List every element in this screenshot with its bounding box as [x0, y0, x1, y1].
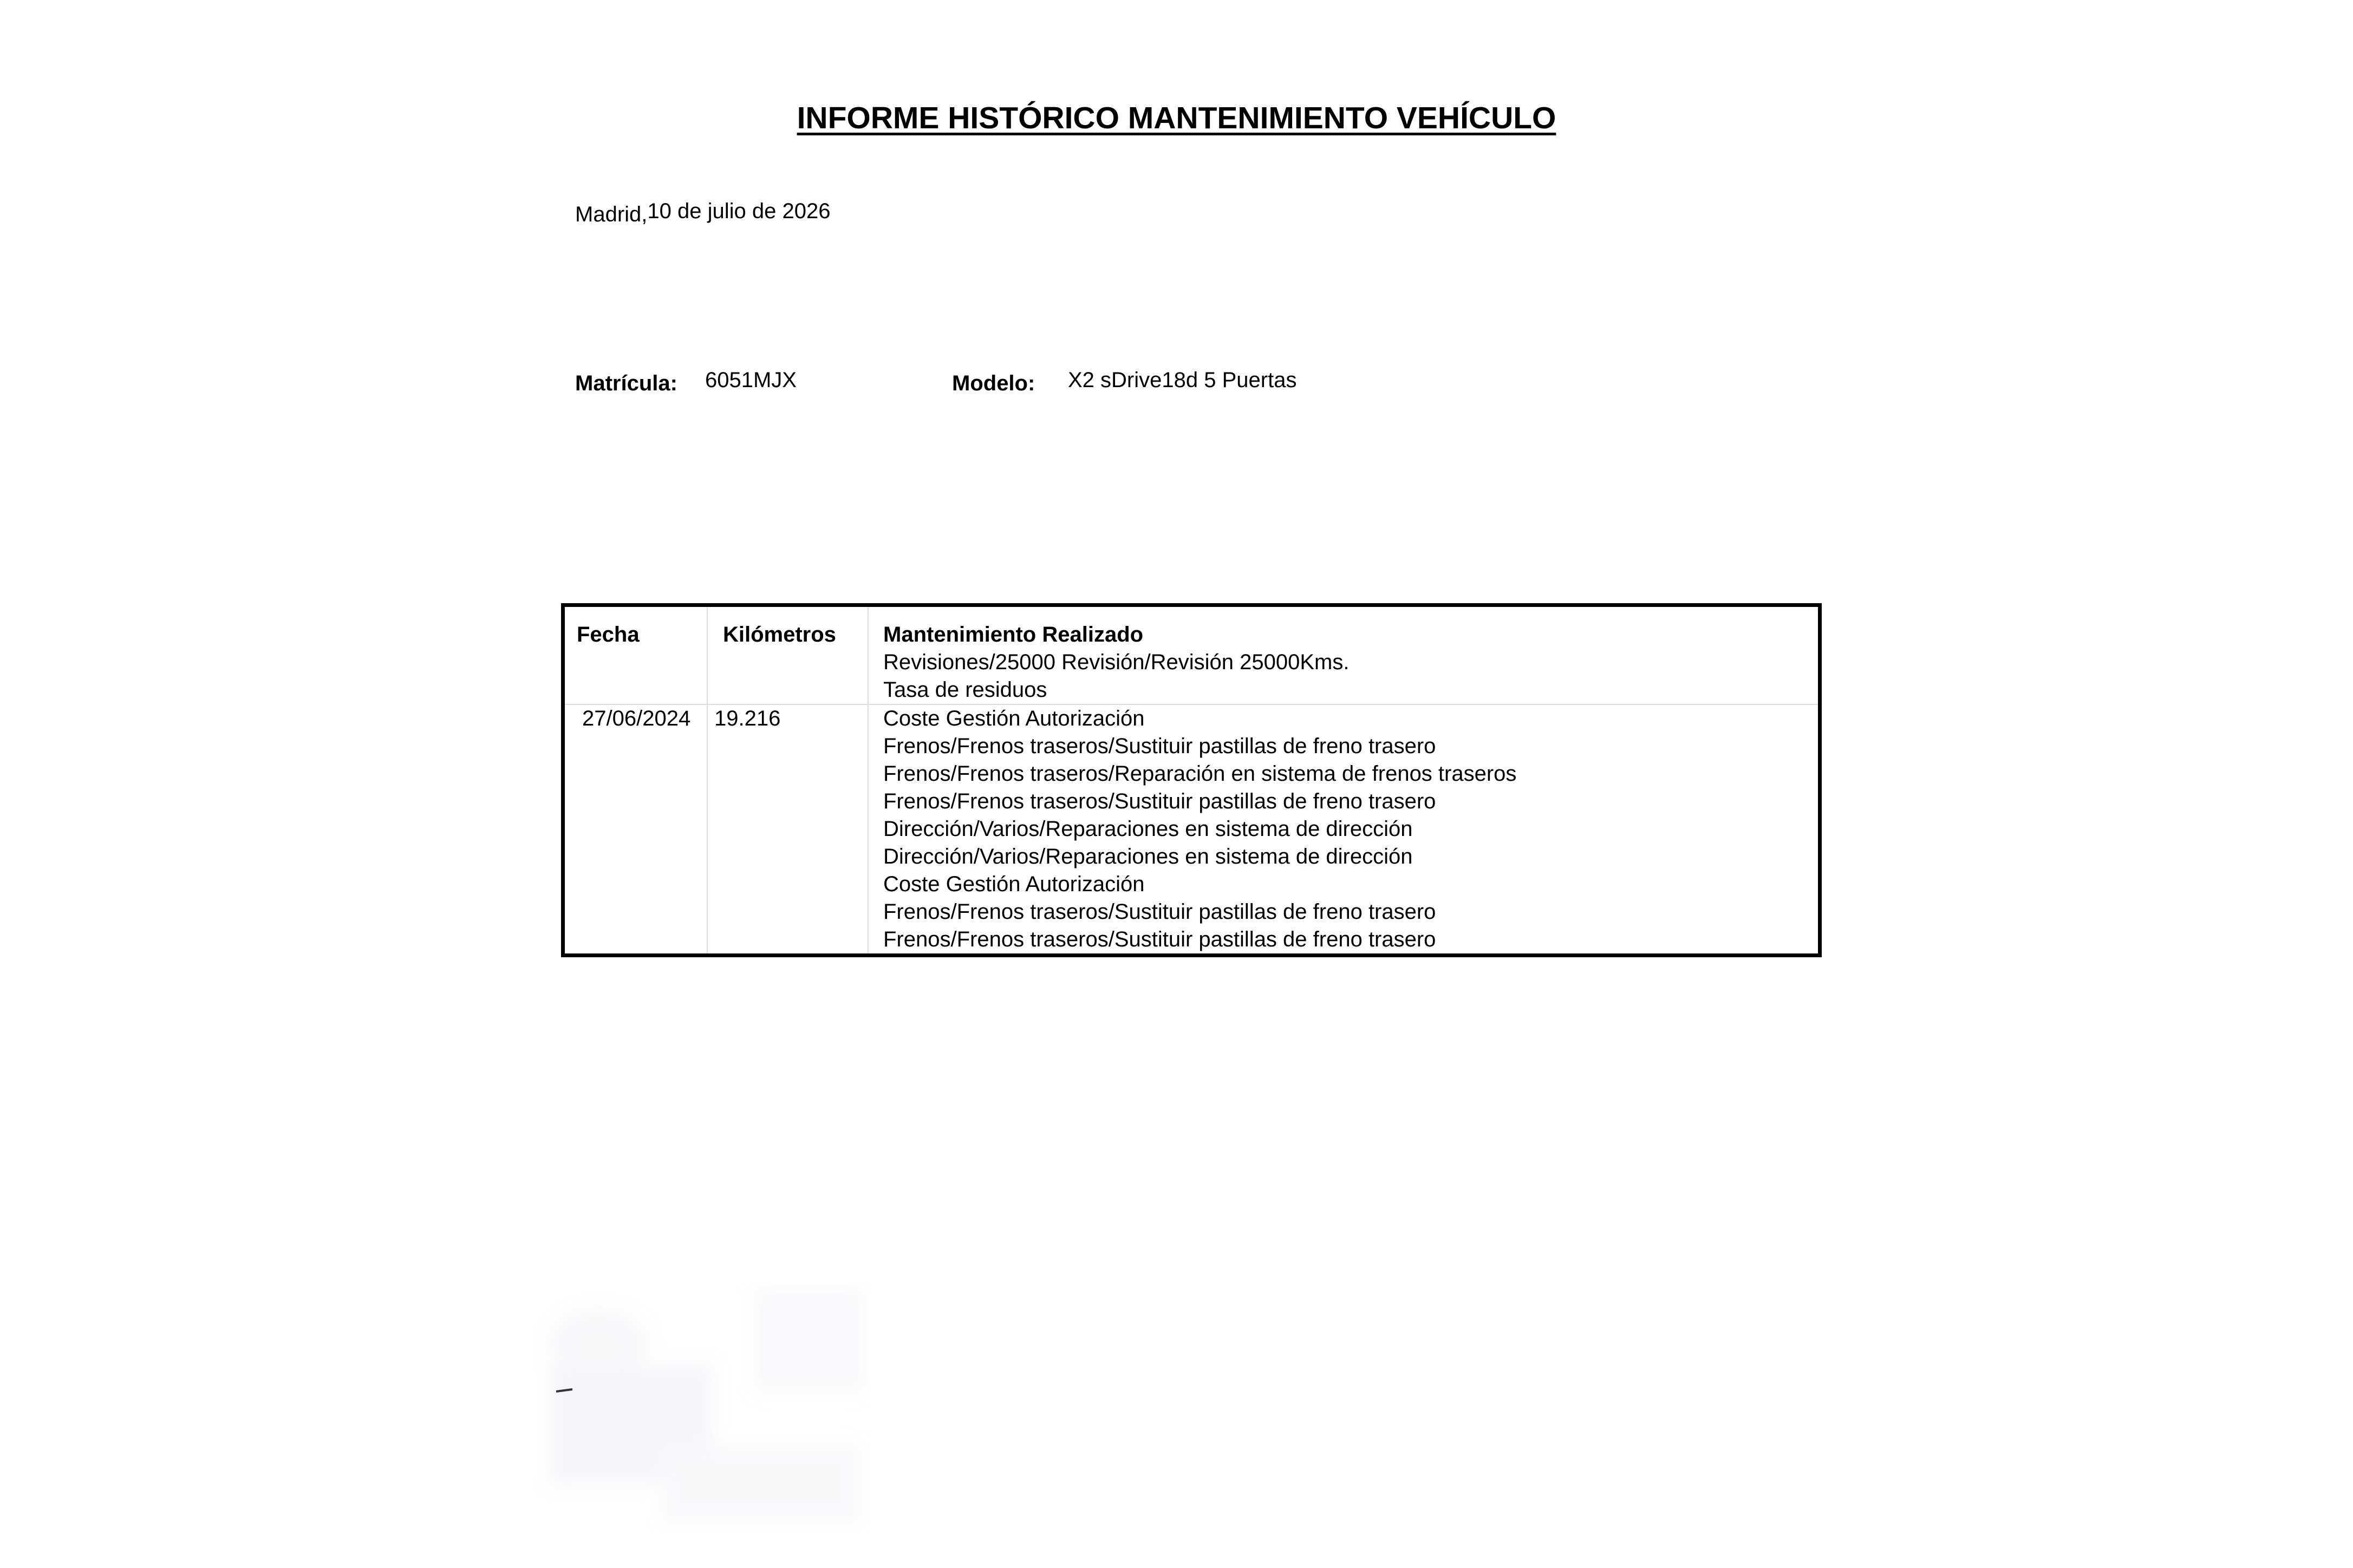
plate-label: Matrícula: [575, 371, 677, 395]
maintenance-item: Coste Gestión Autorización [883, 872, 1145, 896]
maintenance-item: Dirección/Varios/Reparaciones en sistema de dirección [883, 817, 1413, 841]
maintenance-item: Frenos/Frenos traseros/Reparación en sistema de frenos traseros [883, 762, 1517, 786]
header-km: Kilómetros [723, 623, 836, 646]
maintenance-item: Frenos/Frenos traseros/Sustituir pastillas de freno trasero [883, 927, 1436, 951]
model-label: Modelo: [952, 371, 1035, 395]
maintenance-item: Frenos/Frenos traseros/Sustituir pastillas de freno trasero [883, 789, 1436, 813]
row-maintenance-cell [868, 704, 1820, 956]
header-maintenance: Mantenimiento Realizado [883, 623, 1144, 646]
maintenance-line: Revisiones/25000 Revisión/Revisión 25000Kms. [883, 650, 1350, 674]
table-row [563, 704, 1820, 956]
report-title: INFORME HISTÓRICO MANTENIMIENTO VEHÍCULO [797, 101, 1556, 135]
report-date: 10 de julio de 2026 [647, 199, 831, 223]
row-km-cell [707, 704, 868, 956]
maintenance-item: Dirección/Varios/Reparaciones en sistema de dirección [883, 845, 1413, 868]
maintenance-line: Tasa de residuos [883, 678, 1047, 702]
place-date-line [575, 199, 830, 224]
maintenance-item: Frenos/Frenos traseros/Sustituir pastillas de freno trasero [883, 734, 1436, 758]
maintenance-item: Frenos/Frenos traseros/Sustituir pastillas de freno trasero [883, 900, 1436, 924]
row-date-cell [563, 704, 708, 956]
header-date: Fecha [577, 623, 640, 646]
maintenance-item: Coste Gestión Autorización [883, 707, 1145, 730]
row-km: 19.216 [714, 707, 781, 730]
table-header-row [563, 605, 1820, 705]
header-date-cell [563, 605, 708, 705]
plate-value: 6051MJX [705, 368, 797, 392]
header-km-cell [707, 605, 868, 705]
header-maintenance-cell [868, 605, 1820, 705]
faded-stamp-mark [533, 1283, 869, 1532]
maintenance-history-table [561, 603, 1822, 957]
model-value: X2 sDrive18d 5 Puertas [1068, 368, 1297, 392]
city-label: Madrid, [575, 202, 648, 226]
row-date: 27/06/2024 [582, 707, 691, 730]
